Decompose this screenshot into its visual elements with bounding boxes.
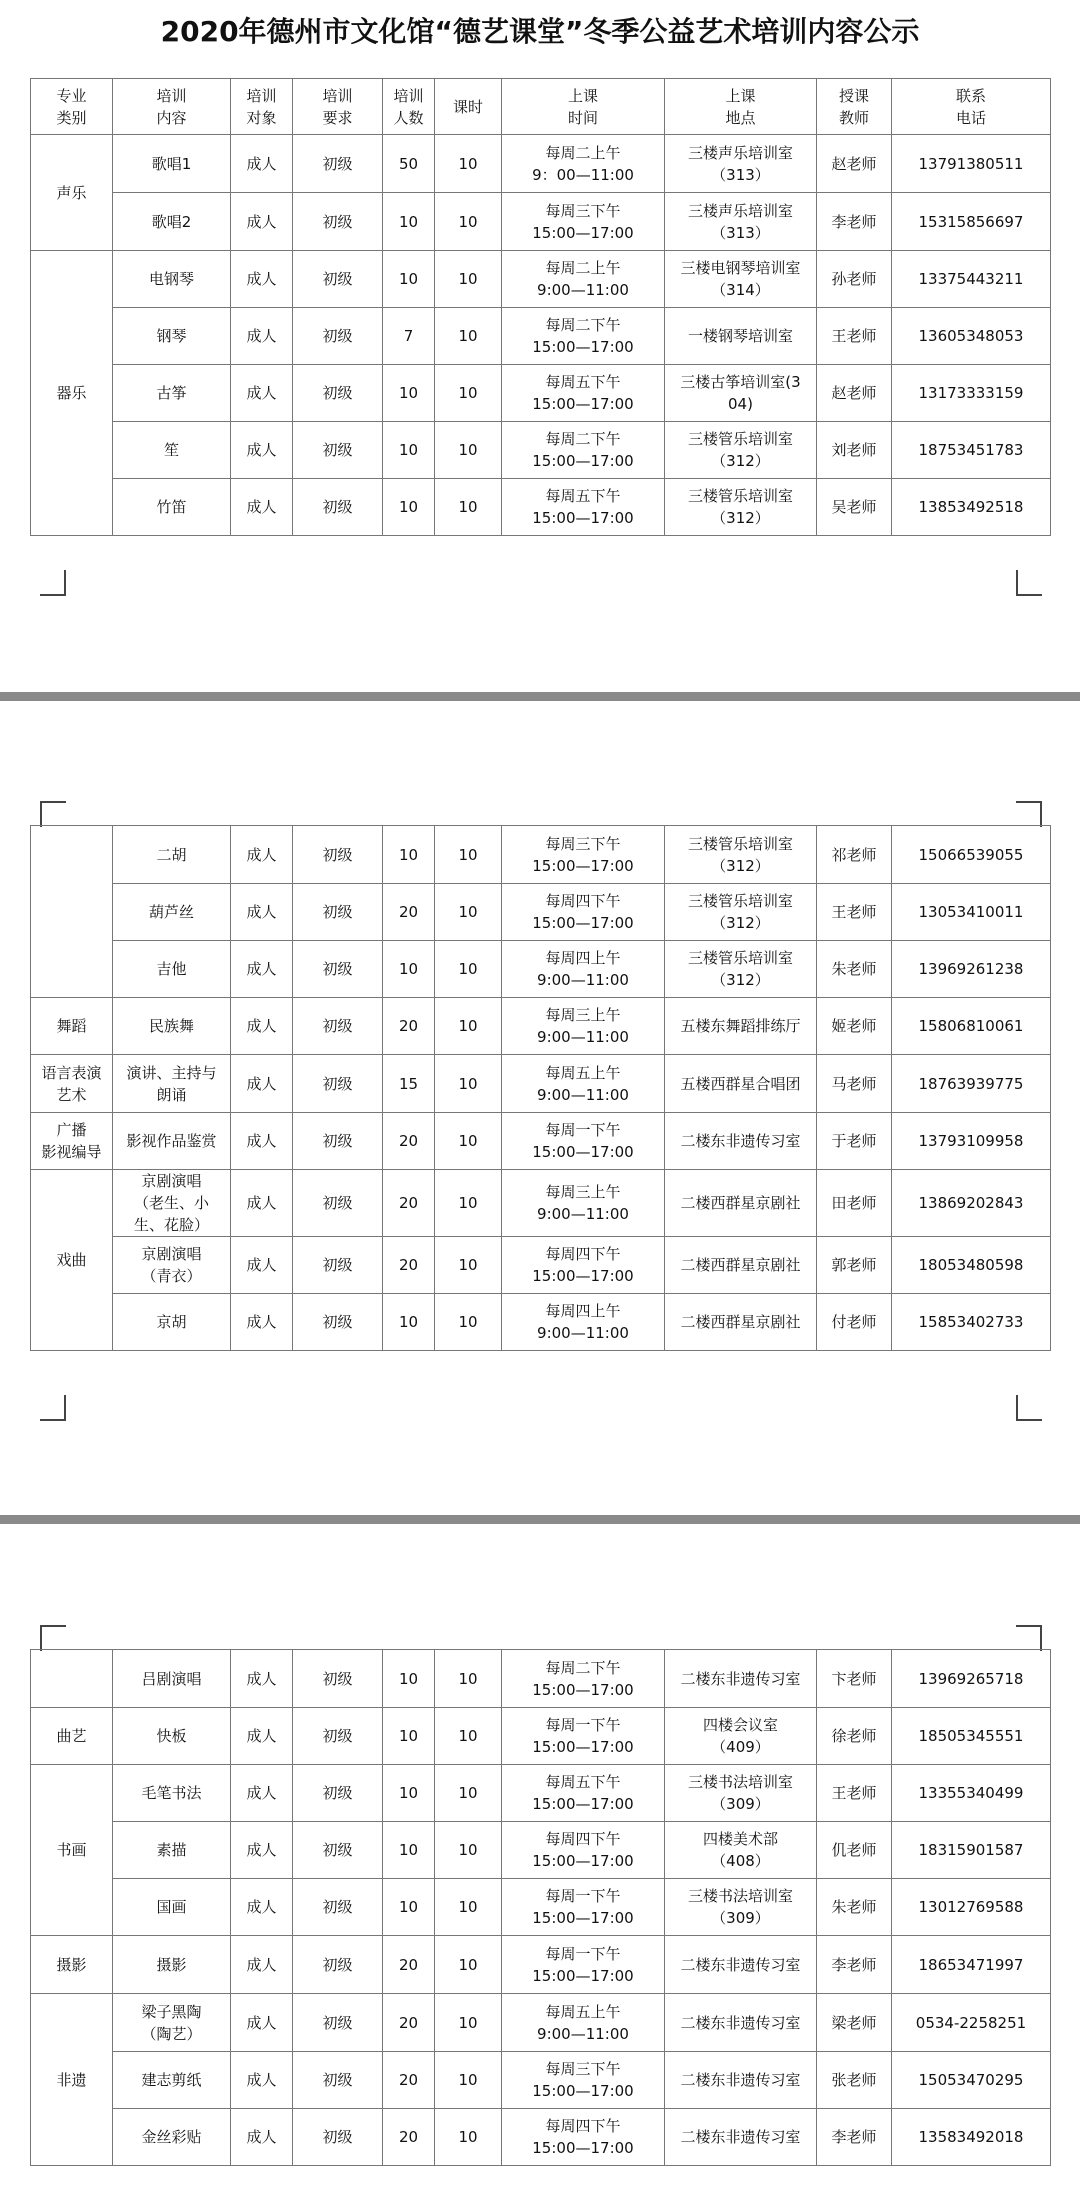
cell-phone: 18753451783 <box>892 422 1051 479</box>
header-capacity: 培训 人数 <box>383 79 435 135</box>
cell-audience: 成人 <box>231 193 293 251</box>
cell-phone: 18315901587 <box>892 1822 1051 1879</box>
table-row <box>31 998 1051 1055</box>
cell-requirement: 初级 <box>293 1237 383 1294</box>
cell-content: 歌唱1 <box>113 135 231 193</box>
cell-phone: 15853402733 <box>892 1294 1051 1351</box>
cell-audience: 成人 <box>231 1170 293 1237</box>
cell-capacity: 10 <box>383 941 435 998</box>
cell-phone: 15053470295 <box>892 2052 1051 2109</box>
cell-location: 五楼西群星合唱团 <box>665 1055 817 1113</box>
cell-requirement: 初级 <box>293 1708 383 1765</box>
table-row <box>31 422 1051 479</box>
cell-capacity: 10 <box>383 422 435 479</box>
cell-phone: 13791380511 <box>892 135 1051 193</box>
crop-mark <box>40 801 66 827</box>
cell-content: 钢琴 <box>113 308 231 365</box>
header-category: 专业 类别 <box>31 79 113 135</box>
cell-time: 每周三下午 15:00—17:00 <box>502 193 665 251</box>
cell-content: 金丝彩贴 <box>113 2109 231 2166</box>
cell-audience: 成人 <box>231 365 293 422</box>
table-row <box>31 308 1051 365</box>
cell-requirement: 初级 <box>293 422 383 479</box>
table-row <box>31 1822 1051 1879</box>
table-row <box>31 193 1051 251</box>
header-location: 上课 地点 <box>665 79 817 135</box>
cell-requirement: 初级 <box>293 826 383 884</box>
cell-time: 每周一下午 15:00—17:00 <box>502 1879 665 1936</box>
table-row <box>31 365 1051 422</box>
cell-time: 每周五下午 15:00—17:00 <box>502 365 665 422</box>
cell-location: 三楼管乐培训室 （312） <box>665 422 817 479</box>
cell-audience: 成人 <box>231 1994 293 2052</box>
cell-capacity: 10 <box>383 1879 435 1936</box>
cell-teacher: 王老师 <box>817 1765 892 1822</box>
cell-hours: 10 <box>435 251 502 308</box>
cell-teacher: 王老师 <box>817 308 892 365</box>
cell-phone: 18505345551 <box>892 1708 1051 1765</box>
cell-time: 每周二下午 15:00—17:00 <box>502 1650 665 1708</box>
cell-location: 二楼东非遗传习室 <box>665 2052 817 2109</box>
cell-location: 二楼东非遗传习室 <box>665 1994 817 2052</box>
category-cell-dance: 舞蹈 <box>31 998 113 1055</box>
cell-time: 每周三上午 9:00—11:00 <box>502 1170 665 1237</box>
cell-capacity: 7 <box>383 308 435 365</box>
cell-teacher: 李老师 <box>817 1936 892 1994</box>
cell-audience: 成人 <box>231 1650 293 1708</box>
table-row <box>31 1994 1051 2052</box>
crop-mark <box>40 1625 66 1651</box>
cell-requirement: 初级 <box>293 1994 383 2052</box>
header-row <box>31 79 1051 135</box>
cell-location: 二楼东非遗传习室 <box>665 1650 817 1708</box>
crop-mark <box>1016 570 1042 596</box>
table-row <box>31 1765 1051 1822</box>
cell-phone: 15806810061 <box>892 998 1051 1055</box>
cell-requirement: 初级 <box>293 1936 383 1994</box>
crop-mark <box>40 570 66 596</box>
cell-time: 每周四上午 9:00—11:00 <box>502 941 665 998</box>
cell-phone: 18763939775 <box>892 1055 1051 1113</box>
category-cell-instrumental: 器乐 <box>31 251 113 536</box>
cell-time: 每周四上午 9:00—11:00 <box>502 1294 665 1351</box>
category-cell-broadcast: 广播 影视编导 <box>31 1113 113 1170</box>
table-row <box>31 251 1051 308</box>
cell-phone: 13969265718 <box>892 1650 1051 1708</box>
cell-capacity: 20 <box>383 2052 435 2109</box>
cell-content: 民族舞 <box>113 998 231 1055</box>
header-time: 上课 时间 <box>502 79 665 135</box>
cell-content: 快板 <box>113 1708 231 1765</box>
cell-capacity: 20 <box>383 1113 435 1170</box>
cell-hours: 10 <box>435 884 502 941</box>
cell-teacher: 李老师 <box>817 2109 892 2166</box>
table-row <box>31 826 1051 884</box>
cell-audience: 成人 <box>231 251 293 308</box>
crop-mark <box>1016 1395 1042 1421</box>
page-separator <box>0 692 1080 701</box>
table-row <box>31 1879 1051 1936</box>
cell-requirement: 初级 <box>293 1879 383 1936</box>
table-row <box>31 1708 1051 1765</box>
cell-time: 每周五上午 9:00—11:00 <box>502 1994 665 2052</box>
header-phone: 联系 电话 <box>892 79 1051 135</box>
category-cell-language: 语言表演 艺术 <box>31 1055 113 1113</box>
cell-capacity: 10 <box>383 1765 435 1822</box>
cell-content: 二胡 <box>113 826 231 884</box>
cell-requirement: 初级 <box>293 479 383 536</box>
cell-phone: 0534-2258251 <box>892 1994 1051 2052</box>
page-separator <box>0 1515 1080 1524</box>
cell-teacher: 张老师 <box>817 2052 892 2109</box>
cell-requirement: 初级 <box>293 2052 383 2109</box>
cell-phone: 13969261238 <box>892 941 1051 998</box>
cell-requirement: 初级 <box>293 365 383 422</box>
header-hours: 课时 <box>435 79 502 135</box>
cell-hours: 10 <box>435 1170 502 1237</box>
cell-hours: 10 <box>435 1879 502 1936</box>
cell-requirement: 初级 <box>293 1170 383 1237</box>
cell-content: 国画 <box>113 1879 231 1936</box>
cell-capacity: 50 <box>383 135 435 193</box>
cell-audience: 成人 <box>231 1879 293 1936</box>
cell-location: 三楼声乐培训室 （313） <box>665 193 817 251</box>
cell-requirement: 初级 <box>293 1765 383 1822</box>
cell-teacher: 郭老师 <box>817 1237 892 1294</box>
cell-location: 三楼管乐培训室 （312） <box>665 884 817 941</box>
cell-location: 三楼书法培训室 （309） <box>665 1879 817 1936</box>
cell-capacity: 10 <box>383 1650 435 1708</box>
cell-phone: 13173333159 <box>892 365 1051 422</box>
cell-requirement: 初级 <box>293 308 383 365</box>
cell-audience: 成人 <box>231 135 293 193</box>
cell-content: 影视作品鉴赏 <box>113 1113 231 1170</box>
category-cell-opera: 戏曲 <box>31 1170 113 1351</box>
cell-time: 每周四下午 15:00—17:00 <box>502 2109 665 2166</box>
cell-content: 葫芦丝 <box>113 884 231 941</box>
cell-location: 三楼声乐培训室 （313） <box>665 135 817 193</box>
cell-content: 演讲、主持与 朗诵 <box>113 1055 231 1113</box>
cell-hours: 10 <box>435 193 502 251</box>
cell-hours: 10 <box>435 941 502 998</box>
cell-capacity: 10 <box>383 1708 435 1765</box>
cell-hours: 10 <box>435 1113 502 1170</box>
cell-location: 四楼会议室 （409） <box>665 1708 817 1765</box>
cell-hours: 10 <box>435 1765 502 1822</box>
cell-time: 每周二上午 9:00—11:00 <box>502 251 665 308</box>
cell-time: 每周二下午 15:00—17:00 <box>502 308 665 365</box>
cell-location: 三楼管乐培训室 （312） <box>665 941 817 998</box>
schedule-table-page-3 <box>30 1649 1051 2166</box>
cell-time: 每周五上午 9:00—11:00 <box>502 1055 665 1113</box>
cell-content: 古筝 <box>113 365 231 422</box>
cell-location: 二楼东非遗传习室 <box>665 2109 817 2166</box>
cell-audience: 成人 <box>231 1708 293 1765</box>
category-cell-vocal: 声乐 <box>31 135 113 251</box>
cell-teacher: 祁老师 <box>817 826 892 884</box>
cell-capacity: 20 <box>383 1994 435 2052</box>
cell-hours: 10 <box>435 2052 502 2109</box>
cell-phone: 13375443211 <box>892 251 1051 308</box>
header-content: 培训 内容 <box>113 79 231 135</box>
cell-phone: 13583492018 <box>892 2109 1051 2166</box>
category-cell-quyi: 曲艺 <box>31 1708 113 1765</box>
cell-teacher: 田老师 <box>817 1170 892 1237</box>
category-cell-painting: 书画 <box>31 1765 113 1936</box>
cell-requirement: 初级 <box>293 1822 383 1879</box>
cell-location: 三楼书法培训室 （309） <box>665 1765 817 1822</box>
cell-time: 每周四下午 15:00—17:00 <box>502 884 665 941</box>
cell-content: 吉他 <box>113 941 231 998</box>
cell-location: 三楼管乐培训室 （312） <box>665 479 817 536</box>
cell-audience: 成人 <box>231 1113 293 1170</box>
cell-location: 一楼钢琴培训室 <box>665 308 817 365</box>
cell-hours: 10 <box>435 826 502 884</box>
cell-location: 四楼美术部 （408） <box>665 1822 817 1879</box>
cell-hours: 10 <box>435 1822 502 1879</box>
cell-content: 京剧演唱 （老生、小 生、花脸） <box>113 1170 231 1237</box>
cell-capacity: 10 <box>383 251 435 308</box>
cell-teacher: 姬老师 <box>817 998 892 1055</box>
cell-requirement: 初级 <box>293 884 383 941</box>
cell-audience: 成人 <box>231 1765 293 1822</box>
cell-teacher: 于老师 <box>817 1113 892 1170</box>
cell-teacher: 仉老师 <box>817 1822 892 1879</box>
category-cell-opera-cont <box>31 1650 113 1708</box>
cell-audience: 成人 <box>231 941 293 998</box>
cell-time: 每周一下午 15:00—17:00 <box>502 1708 665 1765</box>
table-row <box>31 2109 1051 2166</box>
cell-hours: 10 <box>435 1237 502 1294</box>
table-row <box>31 135 1051 193</box>
cell-audience: 成人 <box>231 826 293 884</box>
cell-teacher: 吴老师 <box>817 479 892 536</box>
cell-capacity: 10 <box>383 1294 435 1351</box>
cell-content: 吕剧演唱 <box>113 1650 231 1708</box>
cell-capacity: 10 <box>383 365 435 422</box>
header-teacher: 授课 教师 <box>817 79 892 135</box>
cell-time: 每周二下午 15:00—17:00 <box>502 422 665 479</box>
table-row <box>31 479 1051 536</box>
cell-teacher: 李老师 <box>817 193 892 251</box>
cell-audience: 成人 <box>231 1055 293 1113</box>
cell-location: 二楼东非遗传习室 <box>665 1113 817 1170</box>
cell-location: 二楼西群星京剧社 <box>665 1294 817 1351</box>
cell-time: 每周三下午 15:00—17:00 <box>502 826 665 884</box>
cell-capacity: 15 <box>383 1055 435 1113</box>
cell-content: 梁子黑陶 （陶艺） <box>113 1994 231 2052</box>
cell-requirement: 初级 <box>293 1055 383 1113</box>
category-cell-instrumental-cont <box>31 826 113 998</box>
cell-hours: 10 <box>435 422 502 479</box>
cell-time: 每周五下午 15:00—17:00 <box>502 1765 665 1822</box>
cell-capacity: 10 <box>383 193 435 251</box>
cell-hours: 10 <box>435 1994 502 2052</box>
cell-hours: 10 <box>435 1294 502 1351</box>
cell-phone: 15066539055 <box>892 826 1051 884</box>
cell-audience: 成人 <box>231 1294 293 1351</box>
cell-phone: 13605348053 <box>892 308 1051 365</box>
cell-requirement: 初级 <box>293 2109 383 2166</box>
cell-capacity: 20 <box>383 1237 435 1294</box>
table-row <box>31 1936 1051 1994</box>
cell-requirement: 初级 <box>293 251 383 308</box>
cell-hours: 10 <box>435 308 502 365</box>
cell-content: 摄影 <box>113 1936 231 1994</box>
cell-phone: 18053480598 <box>892 1237 1051 1294</box>
cell-phone: 15315856697 <box>892 193 1051 251</box>
crop-mark <box>40 1395 66 1421</box>
page-title: 2020年德州市文化馆“德艺课堂”冬季公益艺术培训内容公示 <box>160 15 920 48</box>
table-row <box>31 2052 1051 2109</box>
cell-audience: 成人 <box>231 479 293 536</box>
cell-hours: 10 <box>435 998 502 1055</box>
cell-audience: 成人 <box>231 998 293 1055</box>
cell-location: 三楼管乐培训室 （312） <box>665 826 817 884</box>
cell-requirement: 初级 <box>293 941 383 998</box>
cell-location: 二楼西群星京剧社 <box>665 1237 817 1294</box>
schedule-table-page-1 <box>30 78 1051 536</box>
cell-hours: 10 <box>435 365 502 422</box>
cell-teacher: 徐老师 <box>817 1708 892 1765</box>
cell-audience: 成人 <box>231 422 293 479</box>
cell-audience: 成人 <box>231 884 293 941</box>
cell-phone: 13355340499 <box>892 1765 1051 1822</box>
header-audience: 培训 对象 <box>231 79 293 135</box>
category-cell-photo: 摄影 <box>31 1936 113 1994</box>
cell-audience: 成人 <box>231 2109 293 2166</box>
cell-audience: 成人 <box>231 1936 293 1994</box>
cell-content: 京剧演唱 （青衣） <box>113 1237 231 1294</box>
crop-mark <box>1016 801 1042 827</box>
cell-content: 素描 <box>113 1822 231 1879</box>
cell-requirement: 初级 <box>293 998 383 1055</box>
cell-time: 每周四下午 15:00—17:00 <box>502 1822 665 1879</box>
cell-content: 毛笔书法 <box>113 1765 231 1822</box>
cell-capacity: 20 <box>383 1936 435 1994</box>
cell-teacher: 孙老师 <box>817 251 892 308</box>
cell-phone: 13793109958 <box>892 1113 1051 1170</box>
cell-requirement: 初级 <box>293 1294 383 1351</box>
cell-content: 建志剪纸 <box>113 2052 231 2109</box>
cell-teacher: 梁老师 <box>817 1994 892 2052</box>
table-row <box>31 1237 1051 1294</box>
cell-time: 每周一下午 15:00—17:00 <box>502 1113 665 1170</box>
cell-capacity: 10 <box>383 826 435 884</box>
cell-capacity: 20 <box>383 998 435 1055</box>
cell-content: 笙 <box>113 422 231 479</box>
table-row <box>31 1650 1051 1708</box>
cell-location: 五楼东舞蹈排练厅 <box>665 998 817 1055</box>
cell-content: 京胡 <box>113 1294 231 1351</box>
cell-content: 电钢琴 <box>113 251 231 308</box>
cell-requirement: 初级 <box>293 1650 383 1708</box>
cell-teacher: 朱老师 <box>817 941 892 998</box>
cell-teacher: 赵老师 <box>817 135 892 193</box>
header-requirement: 培训 要求 <box>293 79 383 135</box>
cell-requirement: 初级 <box>293 135 383 193</box>
table-row <box>31 1170 1051 1237</box>
cell-time: 每周二上午 9：00—11:00 <box>502 135 665 193</box>
cell-time: 每周三下午 15:00—17:00 <box>502 2052 665 2109</box>
cell-requirement: 初级 <box>293 1113 383 1170</box>
cell-teacher: 付老师 <box>817 1294 892 1351</box>
cell-teacher: 刘老师 <box>817 422 892 479</box>
cell-audience: 成人 <box>231 1237 293 1294</box>
table-row <box>31 1294 1051 1351</box>
table-row <box>31 1113 1051 1170</box>
schedule-table-page-2 <box>30 825 1051 1351</box>
cell-content: 竹笛 <box>113 479 231 536</box>
cell-time: 每周四下午 15:00—17:00 <box>502 1237 665 1294</box>
cell-audience: 成人 <box>231 1822 293 1879</box>
cell-time: 每周三上午 9:00—11:00 <box>502 998 665 1055</box>
table-row <box>31 884 1051 941</box>
cell-capacity: 10 <box>383 479 435 536</box>
cell-hours: 10 <box>435 135 502 193</box>
cell-requirement: 初级 <box>293 193 383 251</box>
cell-hours: 10 <box>435 1055 502 1113</box>
cell-teacher: 卞老师 <box>817 1650 892 1708</box>
cell-location: 二楼东非遗传习室 <box>665 1936 817 1994</box>
cell-hours: 10 <box>435 1650 502 1708</box>
table-row <box>31 1055 1051 1113</box>
cell-capacity: 20 <box>383 2109 435 2166</box>
cell-hours: 10 <box>435 479 502 536</box>
cell-teacher: 朱老师 <box>817 1879 892 1936</box>
cell-location: 二楼西群星京剧社 <box>665 1170 817 1237</box>
cell-content: 歌唱2 <box>113 193 231 251</box>
table-row <box>31 941 1051 998</box>
cell-teacher: 马老师 <box>817 1055 892 1113</box>
cell-capacity: 10 <box>383 1822 435 1879</box>
cell-phone: 13012769588 <box>892 1879 1051 1936</box>
cell-phone: 13869202843 <box>892 1170 1051 1237</box>
cell-phone: 13853492518 <box>892 479 1051 536</box>
cell-teacher: 王老师 <box>817 884 892 941</box>
cell-location: 三楼电钢琴培训室 （314） <box>665 251 817 308</box>
cell-capacity: 20 <box>383 1170 435 1237</box>
cell-phone: 18653471997 <box>892 1936 1051 1994</box>
cell-time: 每周一下午 15:00—17:00 <box>502 1936 665 1994</box>
cell-teacher: 赵老师 <box>817 365 892 422</box>
cell-capacity: 20 <box>383 884 435 941</box>
cell-phone: 13053410011 <box>892 884 1051 941</box>
cell-location: 三楼古筝培训室(3 04) <box>665 365 817 422</box>
cell-time: 每周五下午 15:00—17:00 <box>502 479 665 536</box>
category-cell-heritage: 非遗 <box>31 1994 113 2166</box>
cell-hours: 10 <box>435 2109 502 2166</box>
cell-audience: 成人 <box>231 2052 293 2109</box>
cell-audience: 成人 <box>231 308 293 365</box>
cell-hours: 10 <box>435 1708 502 1765</box>
crop-mark <box>1016 1625 1042 1651</box>
cell-hours: 10 <box>435 1936 502 1994</box>
